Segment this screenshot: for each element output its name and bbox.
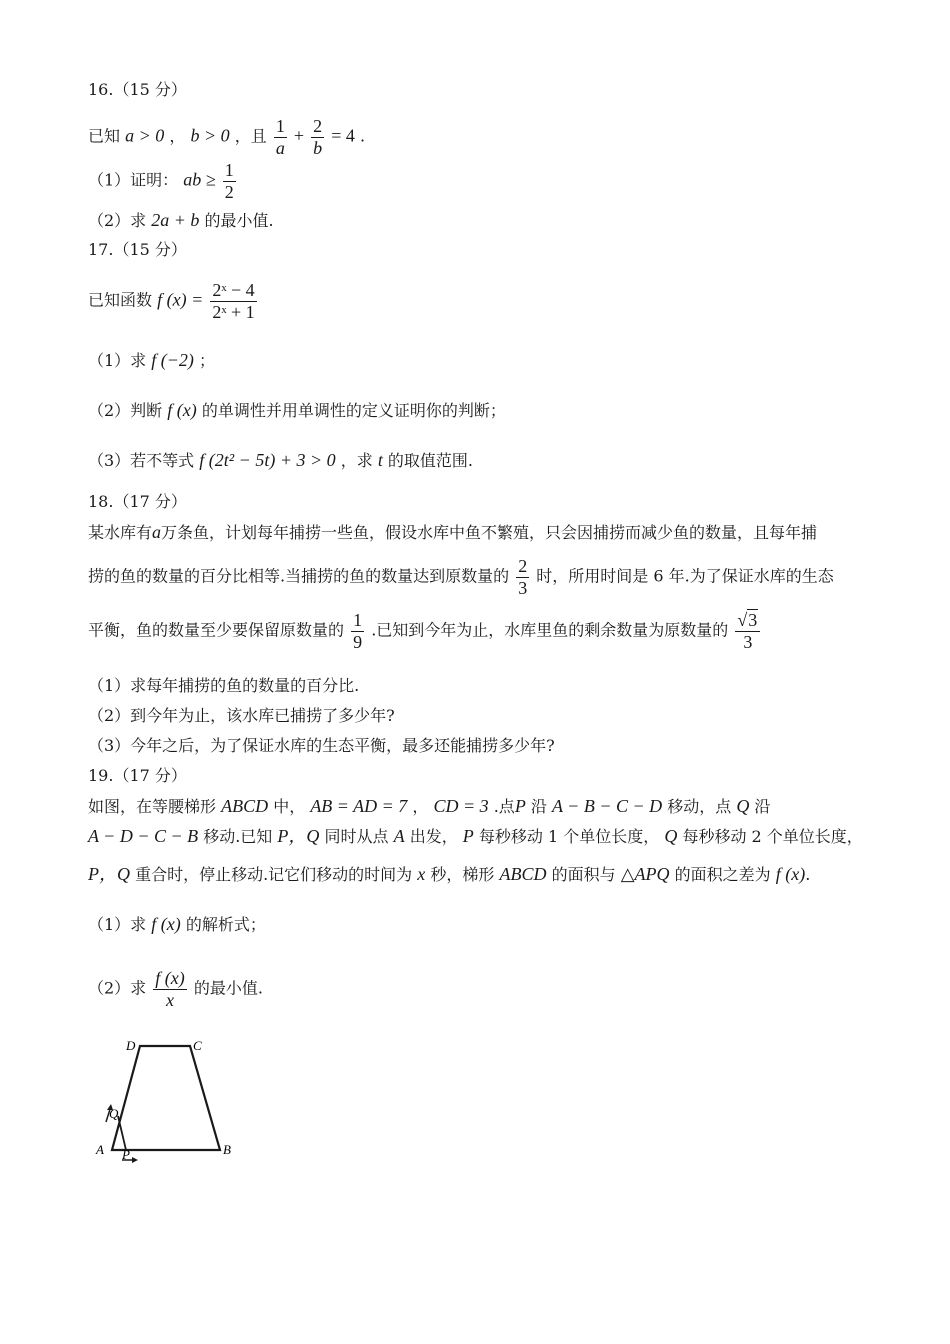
q16-frac-half xyxy=(223,160,236,202)
part-tail: 的取值范围. xyxy=(387,451,474,470)
q18-line1 xyxy=(88,522,817,544)
part-label: （3）若不等式 xyxy=(88,451,195,470)
given-text: 已知函数 xyxy=(88,290,153,310)
frac-den: 2 xyxy=(224,181,234,202)
text: .已知到今年为止，水库里鱼的剩余数量为原数量的 xyxy=(371,620,729,640)
frac-den: a xyxy=(275,137,285,158)
cd-eq: CD = 3 xyxy=(433,796,489,816)
frac-num: 2 xyxy=(313,116,323,136)
text: . xyxy=(805,865,811,884)
text: 捞的鱼的数量的百分比相等.当捕捞的鱼的数量达到原数量的 xyxy=(88,566,510,586)
part-label: （2）判断 xyxy=(88,401,163,420)
var-q: Q xyxy=(736,796,750,816)
q16-given-text: 已知 xyxy=(88,126,121,146)
text: 同时从点 xyxy=(324,827,389,846)
text: 每秒移动 2 个单位长度， xyxy=(682,827,863,846)
part-label: （1）证明： xyxy=(88,170,179,190)
label-b: B xyxy=(223,1142,231,1157)
frac-den: 9 xyxy=(353,631,363,652)
frac-den: 3 xyxy=(518,577,528,598)
var-pq: P，Q xyxy=(277,826,320,846)
q18-part1: （1）求每年捕捞的鱼的数量的百分比. xyxy=(88,676,360,695)
part-mid: ，求 xyxy=(340,451,373,470)
q16-frac-2-over-b xyxy=(311,116,324,158)
text: 出发， xyxy=(409,827,458,846)
label-q: Q xyxy=(109,1106,119,1121)
label-a: A xyxy=(96,1142,104,1157)
inequality: f (2t² − 5t) + 3 > 0 xyxy=(199,450,336,470)
text: 沿 xyxy=(754,797,771,816)
text: 每秒移动 1 个单位长度， xyxy=(478,827,660,846)
ab-ad-eq: AB = AD = 7 xyxy=(310,796,408,816)
frac-den: 2ˣ + 1 xyxy=(212,301,255,322)
fx: f (x) xyxy=(775,864,806,884)
frac-2-3 xyxy=(516,556,529,598)
q18-part2: （2）到今年为止，该水库已捕捞了多少年? xyxy=(88,706,395,725)
label-c: C xyxy=(193,1038,202,1053)
frac-num: f (x) xyxy=(155,968,185,988)
equals-four: = 4 xyxy=(331,125,355,146)
q16-heading: 16.（15 分） xyxy=(88,80,187,99)
fx-equals: f (x) = xyxy=(157,289,204,310)
q18-line3 xyxy=(88,610,762,652)
var-abcd: ABCD xyxy=(221,796,269,816)
part-label: （2）求 xyxy=(88,211,147,230)
part-tail: 的单调性并用单调性的定义证明你的判断； xyxy=(201,401,506,420)
radicand: 3 xyxy=(748,610,758,630)
q16-given xyxy=(88,116,365,158)
q19-line1 xyxy=(88,796,770,818)
var-a: a xyxy=(152,522,162,542)
part-tail: 的最小值. xyxy=(204,211,274,230)
text: ， xyxy=(412,797,429,816)
q17-part2 xyxy=(88,400,506,422)
part-tail: 的最小值. xyxy=(193,978,263,998)
part-label: （1）求 xyxy=(88,915,147,934)
q17-heading: 17.（15 分） xyxy=(88,240,187,259)
frac-num: 1 xyxy=(353,610,363,630)
text: 的面积与 xyxy=(551,865,616,884)
var-t: t xyxy=(377,450,383,470)
text: 某水库有 xyxy=(88,523,153,542)
var-abcd: ABCD xyxy=(499,864,547,884)
var-q: Q xyxy=(664,826,678,846)
period: . xyxy=(360,126,366,146)
var-p: P xyxy=(514,796,526,816)
text: 重合时，停止移动.记它们移动的时间为 xyxy=(135,865,413,884)
q18-line2 xyxy=(88,556,834,598)
frac-1-9 xyxy=(351,610,364,652)
frac-den: 3 xyxy=(743,631,753,652)
q16-a-positive: a > 0 xyxy=(125,125,165,146)
q16-comma: ， xyxy=(169,126,186,146)
q17-frac xyxy=(210,280,256,322)
trapezoid-figure xyxy=(92,1030,242,1170)
path-p: A − B − C − D xyxy=(552,796,663,816)
part-tail: 的解析式； xyxy=(185,915,266,934)
q17-part1 xyxy=(88,350,215,372)
label-p: P xyxy=(122,1147,130,1162)
label-d: D xyxy=(126,1038,136,1053)
text: 的面积之差为 xyxy=(674,865,771,884)
plus-sign: + xyxy=(293,125,305,146)
q16-b-positive: b > 0 xyxy=(190,125,230,146)
text: 时，所用时间是 6 年.为了保证水库的生态 xyxy=(536,566,834,586)
text: 移动，点 xyxy=(667,797,732,816)
segment-pq xyxy=(118,1116,126,1150)
text: 秒，梯形 xyxy=(430,865,495,884)
part-tail: ； xyxy=(199,351,216,370)
q16-part1 xyxy=(88,160,238,202)
var-x: x xyxy=(417,864,426,884)
text: 沿 xyxy=(530,797,547,816)
q16-part2 xyxy=(88,210,274,232)
frac-num: 1 xyxy=(275,116,285,136)
sqrt-3: √3 xyxy=(737,610,758,630)
triangle-apq: △APQ xyxy=(620,864,670,884)
path-q: A − D − C − B xyxy=(88,826,199,846)
var-pq: P，Q xyxy=(88,864,130,884)
part-label: （1）求 xyxy=(88,351,147,370)
expr-2a-plus-b: 2a + b xyxy=(151,210,200,230)
frac-num: 2ˣ − 4 xyxy=(212,280,255,300)
text: 中， xyxy=(273,797,306,816)
q16-frac-1-over-a xyxy=(274,116,287,158)
text: 如图，在等腰梯形 xyxy=(88,797,217,816)
frac-fx-over-x xyxy=(153,968,186,1010)
text: 万条鱼，计划每年捕捞一些鱼，假设水库中鱼不繁殖，只会因捕捞而减少鱼的数量，且每年捕 xyxy=(161,523,818,542)
text: 平衡，鱼的数量至少要保留原数量的 xyxy=(88,620,345,640)
q19-line2 xyxy=(88,826,863,848)
q17-given xyxy=(88,280,259,322)
fx: f (x) xyxy=(167,400,197,420)
frac-num: 1 xyxy=(224,160,234,180)
q18-part3: （3）今年之后，为了保证水库的生态平衡，最多还能捕捞多少年? xyxy=(88,736,555,755)
q19-heading: 19.（17 分） xyxy=(88,766,187,785)
q19-line3 xyxy=(88,864,810,886)
f-minus-2: f (−2) xyxy=(151,350,194,370)
part-label: （2）求 xyxy=(88,978,147,998)
trapezoid-abcd xyxy=(112,1046,220,1150)
q19-part1 xyxy=(88,914,266,936)
q17-part3 xyxy=(88,450,473,472)
text: 移动.已知 xyxy=(203,827,273,846)
var-p: P xyxy=(462,826,474,846)
frac-den: x xyxy=(166,989,175,1010)
q16-and: ，且 xyxy=(234,126,267,146)
frac-sqrt3-3 xyxy=(735,610,760,652)
var-a: A xyxy=(393,826,405,846)
q19-part2 xyxy=(88,968,263,1010)
q18-heading: 18.（17 分） xyxy=(88,492,187,511)
frac-num: 2 xyxy=(518,556,528,576)
fx: f (x) xyxy=(151,914,181,934)
arrow-p-icon xyxy=(132,1157,138,1163)
text: .点 xyxy=(493,797,515,816)
ab-ge: ab ≥ xyxy=(183,169,216,190)
frac-den: b xyxy=(313,137,323,158)
